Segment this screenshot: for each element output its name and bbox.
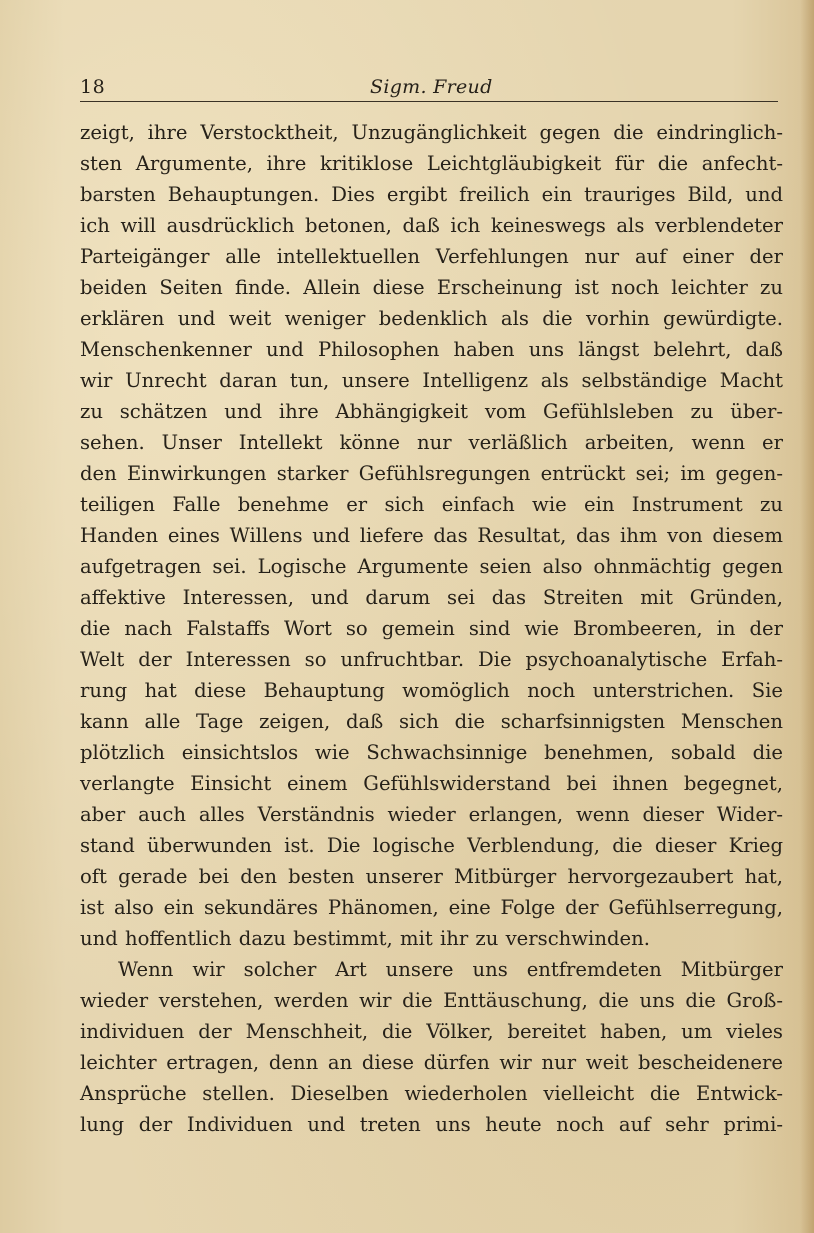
text-line: sehen. Unser Intellekt könne nur verläßlich arbeiten, wenn er [80, 431, 783, 454]
text-line: Wenn wir solcher Art unsere uns entfremdeten Mitbürger [118, 958, 783, 981]
text-line: zeigt, ihre Verstocktheit, Unzugänglichkeit gegen die eindringlich- [80, 121, 783, 144]
text-line: aufgetragen sei. Logische Argumente seien also ohnmächtig gegen [80, 555, 783, 578]
text-line: lung der Individuen und treten uns heute noch auf sehr primi- [80, 1113, 783, 1136]
body-text [80, 117, 783, 1140]
text-line: aber auch alles Verständnis wieder erlangen, wenn dieser Wider- [80, 803, 783, 826]
text-line: plötzlich einsichtslos wie Schwachsinnige benehmen, sobald die [80, 741, 783, 764]
text-line: teiligen Falle benehme er sich einfach wie ein Instrument zu [80, 493, 783, 516]
text-line: kann alle Tage zeigen, daß sich die scharfsinnigsten Menschen [80, 710, 783, 733]
paragraph-1 [80, 117, 783, 954]
text-line: ist also ein sekundäres Phänomen, eine Folge der Gefühlserregung, [80, 896, 783, 919]
text-line: Parteigänger alle intellektuellen Verfehlungen nur auf einer der [80, 245, 783, 268]
running-head: Sigm. Freud [370, 76, 493, 98]
text-line: den Einwirkungen starker Gefühlsregungen entrückt sei; im gegen- [80, 462, 783, 485]
text-line: individuen der Menschheit, die Völker, bereitet haben, um vieles [80, 1020, 783, 1043]
text-line: Handen eines Willens und liefere das Resultat, das ihm von diesem [80, 524, 783, 547]
text-line: Ansprüche stellen. Dieselben wiederholen vielleicht die Entwick- [80, 1082, 783, 1105]
text-line: ich will ausdrücklich betonen, daß ich keineswegs als verblendeter [80, 214, 783, 237]
page-header [80, 74, 778, 104]
text-line: leichter ertragen, denn an diese dürfen wir nur weit bescheidenere [80, 1051, 783, 1074]
text-line: die nach Falstaffs Wort so gemein sind wie Brombeeren, in der [80, 617, 783, 640]
text-line: Menschenkenner und Philosophen haben uns längst belehrt, daß [80, 338, 783, 361]
text-line: stand überwunden ist. Die logische Verblendung, die dieser Krieg [80, 834, 783, 857]
paragraph-2 [80, 954, 783, 1140]
text-line: und hoffentlich dazu bestimmt, mit ihr zu verschwinden. [80, 927, 650, 950]
text-line: erklären und weit weniger bedenklich als die vorhin gewürdigte. [80, 307, 783, 330]
text-line: zu schätzen und ihre Abhängigkeit vom Gefühlsleben zu über- [80, 400, 783, 423]
header-rule [80, 101, 778, 102]
text-line: beiden Seiten finde. Allein diese Erscheinung ist noch leichter zu [80, 276, 783, 299]
text-line: verlangte Einsicht einem Gefühlswiderstand bei ihnen begegnet, [80, 772, 783, 795]
text-line: Welt der Interessen so unfruchtbar. Die psychoanalytische Erfah- [80, 648, 783, 671]
text-line: wir Unrecht daran tun, unsere Intelligenz als selbständige Macht [80, 369, 783, 392]
page-edge-shadow [800, 0, 814, 1233]
text-line: oft gerade bei den besten unserer Mitbürger hervorgezaubert hat, [80, 865, 783, 888]
text-line: rung hat diese Behauptung womöglich noch unterstrichen. Sie [80, 679, 783, 702]
text-line: sten Argumente, ihre kritiklose Leichtgläubigkeit für die anfecht- [80, 152, 783, 175]
text-line: barsten Behauptungen. Dies ergibt freilich ein trauriges Bild, und [80, 183, 783, 206]
text-line: wieder verstehen, werden wir die Enttäuschung, die uns die Groß- [80, 989, 783, 1012]
text-line: affektive Interessen, und darum sei das Streiten mit Gründen, [80, 586, 783, 609]
page-number: 18 [80, 76, 106, 98]
